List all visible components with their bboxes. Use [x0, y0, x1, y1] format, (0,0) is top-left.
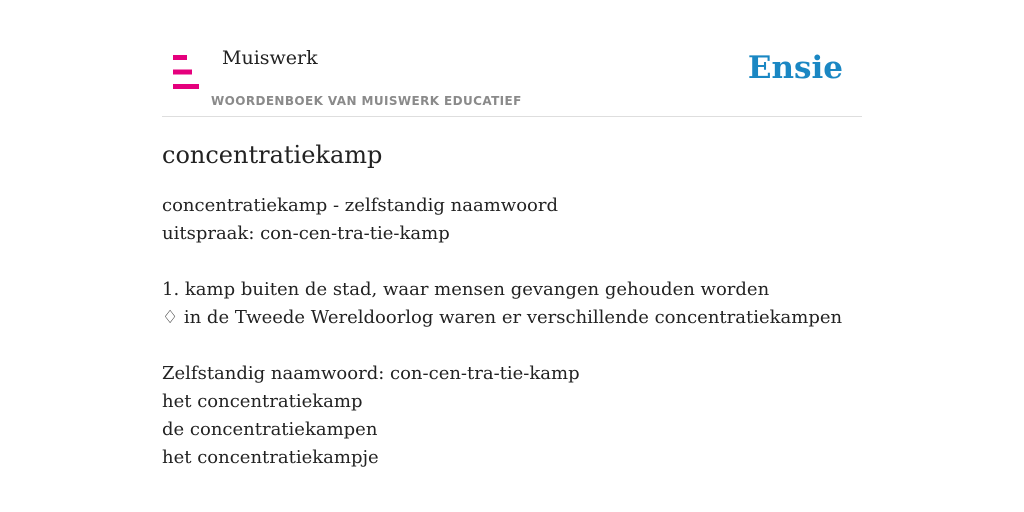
brand-name: Muiswerk	[222, 47, 318, 69]
entry-content	[162, 192, 862, 472]
ensie-logo-link[interactable]: Ensie	[747, 50, 843, 86]
brand-subtitle: WOORDENBOEK VAN MUISWERK EDUCATIEF	[211, 94, 522, 108]
pronunciation-line: uitspraak: con-cen-tra-tie-kamp	[162, 223, 450, 244]
header	[162, 40, 862, 117]
page-title: concentratiekamp	[162, 141, 383, 169]
form-line: het concentratiekamp	[162, 391, 363, 412]
example-line: ♢ in de Tweede Wereldoorlog waren er verschillende concentratiekampen	[162, 307, 843, 328]
muiswerk-logo-icon[interactable]	[173, 55, 199, 89]
form-line: het concentratiekampje	[162, 447, 379, 468]
form-line: de concentratiekampen	[162, 419, 378, 440]
spacer	[162, 332, 862, 360]
spacer	[162, 248, 862, 276]
grammar-line: Zelfstandig naamwoord: con-cen-tra-tie-kamp	[162, 363, 580, 384]
headword-line: concentratiekamp - zelfstandig naamwoord	[162, 195, 559, 216]
definition-line: 1. kamp buiten de stad, waar mensen gevangen gehouden worden	[162, 279, 770, 300]
